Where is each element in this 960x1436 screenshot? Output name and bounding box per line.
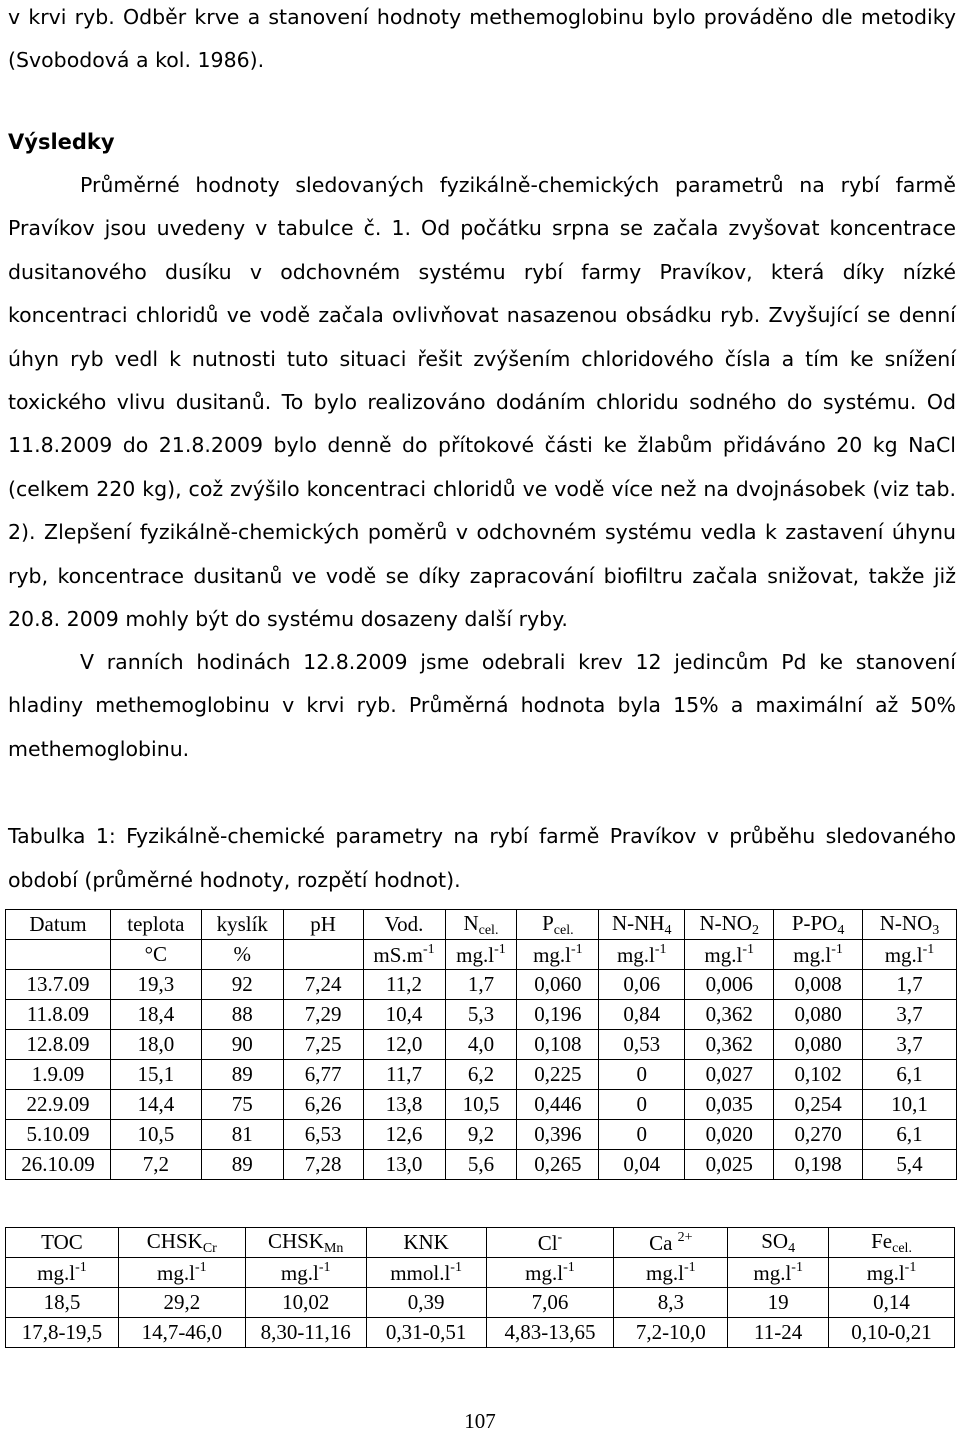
- unit-row: [6, 940, 957, 970]
- cell-text: mmol.l: [390, 1260, 451, 1285]
- unit-row: [6, 1258, 955, 1288]
- cell-text: CHSK: [267, 1228, 324, 1253]
- header-cell: [685, 910, 774, 940]
- superscript: -1: [654, 941, 667, 957]
- table-cell: 0,108: [517, 1030, 599, 1060]
- table-2: [5, 1227, 955, 1348]
- header-cell: [774, 910, 863, 940]
- unit-cell: [363, 940, 445, 970]
- subscript: Cr: [202, 1240, 217, 1256]
- table-cell: 0: [599, 1090, 685, 1120]
- superscript: -1: [563, 1259, 575, 1275]
- cell-text: Fe: [871, 1228, 893, 1253]
- table-cell: 3,7: [863, 1000, 957, 1030]
- table-cell: 11-24: [728, 1318, 829, 1348]
- table-cell: 18,5: [6, 1288, 119, 1318]
- header-cell: [363, 910, 445, 940]
- table-cell: 4,83-13,65: [486, 1318, 614, 1348]
- table-cell: 11,2: [363, 970, 445, 1000]
- table-cell: 0,006: [685, 970, 774, 1000]
- table-cell: 81: [201, 1120, 283, 1150]
- table-cell: 6,53: [283, 1120, 363, 1150]
- blood-paragraph: V ranních hodinách 12.8.2009 jsme odebrali krev 12 jedincům Pd ke stanovení hladiny methemoglobinu v krvi ryb. Průměrná hodnota byla 15% a maximální až 50% methemoglobinu.: [8, 650, 956, 761]
- cell-text: mg.l: [616, 942, 655, 967]
- table-cell: 0,025: [685, 1150, 774, 1180]
- table-cell: 10,02: [245, 1288, 366, 1318]
- cell-text: kyslík: [216, 912, 268, 936]
- table-cell: 0,270: [774, 1120, 863, 1150]
- superscript: 2+: [677, 1229, 693, 1245]
- cell-text: mg.l: [704, 942, 743, 967]
- cell-text: °C: [144, 942, 168, 966]
- table-cell: 5.10.09: [6, 1120, 111, 1150]
- unit-cell: [863, 940, 957, 970]
- cell-text: mg.l: [525, 1260, 564, 1285]
- table-cell: 0,060: [517, 970, 599, 1000]
- cell-text: mg.l: [753, 1260, 792, 1285]
- table-cell: 88: [201, 1000, 283, 1030]
- table-row: [6, 1090, 957, 1120]
- superscript: -1: [450, 1259, 462, 1275]
- table-cell: 0,225: [517, 1060, 599, 1090]
- table-cell: 0,84: [599, 1000, 685, 1030]
- table-cell: 5,6: [445, 1150, 517, 1180]
- unit-cell: [110, 940, 201, 970]
- table-cell: 5,3: [445, 1000, 517, 1030]
- results-paragraph: Průměrné hodnoty sledovaných fyzikálně-chemických parametrů na rybí farmě Pravíkov jsou uvedeny v tabulce č. 1. Od počátku srpna se začala zvyšovat koncentrace dusitanového dusíku v odchovném systému rybí farmy Pravíkov, která díky nízké koncentraci chloridů ve vodě začala ovlivňovat nasazenou obsádku ryb. Zvyšující se denní úhyn ryb vedl k nutnosti tuto situaci řešit zvýšením chloridového čísla a tím ke snížení toxického vlivu dusitanů. To bylo realizováno dodáním chloridu sodného do systému. Od 11.8.2009 do 21.8.2009 bylo denně do přítokové části ke žlabům přidáváno 20 kg NaCl (celkem 220 kg), což zvýšilo koncentraci chloridů ve vodě více než na dvojnásobek (viz tab. 2). Zlepšení fyzikálně-chemických poměrů v odchovném systému vedla k zastavení úhynu ryb, koncentrace dusitanů ve vodě se díky zapracování biofiltru začala snižovat, takže již 20.8. 2009 mohly být do systému dosazeny další ryby.: [8, 173, 956, 632]
- cell-text: SO: [761, 1228, 789, 1253]
- unit-cell: [118, 1258, 245, 1288]
- cell-text: %: [233, 942, 251, 966]
- table-cell: 0,396: [517, 1120, 599, 1150]
- table-cell: 9,2: [445, 1120, 517, 1150]
- table-cell: 92: [201, 970, 283, 1000]
- table-cell: 0: [599, 1060, 685, 1090]
- table-row: [6, 1000, 957, 1030]
- table-cell: 17,8-19,5: [6, 1318, 119, 1348]
- table-cell: 11,7: [363, 1060, 445, 1090]
- table-cell: 15,1: [110, 1060, 201, 1090]
- table-cell: 0,362: [685, 1000, 774, 1030]
- header-cell: [599, 910, 685, 940]
- table-cell: 19: [728, 1288, 829, 1318]
- subscript: 3: [932, 922, 940, 938]
- table-1: [5, 909, 957, 1180]
- table-cell: 6,1: [863, 1060, 957, 1090]
- unit-cell: [6, 1258, 119, 1288]
- table-cell: 7,2-10,0: [614, 1318, 728, 1348]
- header-cell: [283, 910, 363, 940]
- superscript: -1: [423, 941, 435, 957]
- table-cell: 0,008: [774, 970, 863, 1000]
- unit-cell: [486, 1258, 614, 1288]
- subscript: 2: [751, 922, 759, 938]
- subscript: cel.: [478, 922, 499, 938]
- cell-text: P: [542, 910, 554, 935]
- header-cell: [245, 1228, 366, 1258]
- subscript: 4: [788, 1240, 796, 1256]
- cell-text: Cl: [537, 1230, 558, 1255]
- table-cell: 0,362: [685, 1030, 774, 1060]
- table-cell: 19,3: [110, 970, 201, 1000]
- table-cell: 12,0: [363, 1030, 445, 1060]
- unit-cell: [728, 1258, 829, 1288]
- header-cell: [517, 910, 599, 940]
- superscript: -1: [494, 941, 506, 957]
- header-cell: [445, 910, 517, 940]
- table-cell: 0,254: [774, 1090, 863, 1120]
- table-cell: 7,24: [283, 970, 363, 1000]
- superscript: -1: [194, 1259, 207, 1275]
- table-cell: 26.10.09: [6, 1150, 111, 1180]
- table-cell: 13,0: [363, 1150, 445, 1180]
- superscript: -1: [922, 941, 935, 957]
- unit-cell: [445, 940, 517, 970]
- table-cell: 7,28: [283, 1150, 363, 1180]
- table-cell: 0,102: [774, 1060, 863, 1090]
- header-cell: [486, 1228, 614, 1258]
- table-cell: 89: [201, 1150, 283, 1180]
- superscript: -: [557, 1229, 563, 1245]
- table-cell: 90: [201, 1030, 283, 1060]
- cell-text: mg.l: [646, 1260, 684, 1285]
- header-cell: [366, 1228, 486, 1258]
- table-cell: 0,53: [599, 1030, 685, 1060]
- header-cell: [118, 1228, 245, 1258]
- unit-cell: [685, 940, 774, 970]
- table-cell: 10,5: [110, 1120, 201, 1150]
- cell-text: mg.l: [884, 942, 923, 967]
- table-cell: 6,2: [445, 1060, 517, 1090]
- table-cell: 0: [599, 1120, 685, 1150]
- header-cell: [110, 910, 201, 940]
- table-cell: 0,196: [517, 1000, 599, 1030]
- table-cell: 13.7.09: [6, 970, 111, 1000]
- table-cell: 0,265: [517, 1150, 599, 1180]
- header-cell: [6, 910, 111, 940]
- cell-text: mg.l: [533, 942, 571, 967]
- table-row: [6, 1120, 957, 1150]
- subscript: cel.: [553, 922, 574, 938]
- table-cell: 0,027: [685, 1060, 774, 1090]
- cell-text: N-NO: [879, 910, 933, 935]
- table-cell: 0,020: [685, 1120, 774, 1150]
- subscript: Mn: [323, 1240, 344, 1256]
- cell-text: Datum: [29, 912, 87, 936]
- cell-text: mg.l: [157, 1260, 195, 1285]
- cell-text: Vod.: [384, 912, 424, 936]
- table-row: [6, 1318, 955, 1348]
- table-cell: 0,10-0,21: [829, 1318, 955, 1348]
- results-heading: Výsledky: [8, 130, 115, 154]
- table-cell: 0,035: [685, 1090, 774, 1120]
- table-cell: 1,7: [863, 970, 957, 1000]
- table-cell: 14,7-46,0: [118, 1318, 245, 1348]
- subscript: 4: [837, 922, 845, 938]
- table-cell: 0,198: [774, 1150, 863, 1180]
- header-cell: [863, 910, 957, 940]
- table-row: [6, 1030, 957, 1060]
- table-cell: 89: [201, 1060, 283, 1090]
- table-cell: 7,2: [110, 1150, 201, 1180]
- table-cell: 5,4: [863, 1150, 957, 1180]
- cell-text: P-PO: [791, 910, 838, 935]
- table-cell: 0,06: [599, 970, 685, 1000]
- header-cell: [614, 1228, 728, 1258]
- superscript: -1: [904, 1259, 917, 1275]
- unit-cell: [774, 940, 863, 970]
- table-cell: 6,77: [283, 1060, 363, 1090]
- table-cell: 12.8.09: [6, 1030, 111, 1060]
- superscript: -1: [318, 1259, 331, 1275]
- subscript: 4: [664, 922, 672, 938]
- table-row: [6, 1150, 957, 1180]
- table-cell: 13,8: [363, 1090, 445, 1120]
- unit-cell: [245, 1258, 366, 1288]
- table-cell: 0,31-0,51: [366, 1318, 486, 1348]
- table-cell: 8,3: [614, 1288, 728, 1318]
- cell-text: pH: [310, 912, 336, 936]
- table-cell: 0,080: [774, 1030, 863, 1060]
- cell-text: teplota: [127, 912, 185, 936]
- table-cell: 22.9.09: [6, 1090, 111, 1120]
- cell-text: mS.m: [373, 942, 423, 967]
- page-number: 107: [464, 1409, 496, 1433]
- cell-text: mg.l: [793, 942, 832, 967]
- table-cell: 6,1: [863, 1120, 957, 1150]
- cell-text: N: [463, 910, 479, 935]
- cell-text: mg.l: [866, 1260, 905, 1285]
- header-cell: [201, 910, 283, 940]
- table-cell: 6,26: [283, 1090, 363, 1120]
- table1-caption: Tabulka 1: Fyzikálně-chemické parametry na rybí farmě Pravíkov v průběhu sledovaného období (průměrné hodnoty, rozpětí hodnot).: [8, 824, 956, 892]
- cell-text: TOC: [41, 1230, 83, 1254]
- table-cell: 1.9.09: [6, 1060, 111, 1090]
- table-cell: 10,1: [863, 1090, 957, 1120]
- unit-cell: [366, 1258, 486, 1288]
- header-cell: [6, 1228, 119, 1258]
- cell-text: mg.l: [37, 1260, 76, 1285]
- unit-cell: [201, 940, 283, 970]
- table-cell: 0,080: [774, 1000, 863, 1030]
- table-cell: 0,446: [517, 1090, 599, 1120]
- table-cell: 7,25: [283, 1030, 363, 1060]
- table-cell: 14,4: [110, 1090, 201, 1120]
- table-row: [6, 1288, 955, 1318]
- table-cell: 12,6: [363, 1120, 445, 1150]
- table-cell: 29,2: [118, 1288, 245, 1318]
- cell-text: N-NH: [612, 910, 665, 935]
- cell-text: Ca: [649, 1230, 678, 1255]
- cell-text: N-NO: [699, 910, 752, 935]
- superscript: -1: [742, 941, 754, 957]
- table-cell: 8,30-11,16: [245, 1318, 366, 1348]
- superscript: -1: [831, 941, 843, 957]
- table-cell: 7,06: [486, 1288, 614, 1318]
- table-cell: 0,14: [829, 1288, 955, 1318]
- unit-cell: [599, 940, 685, 970]
- table-cell: 18,4: [110, 1000, 201, 1030]
- table-row: [6, 1060, 957, 1090]
- superscript: -1: [75, 1259, 87, 1275]
- superscript: -1: [570, 941, 583, 957]
- cell-text: KNK: [403, 1230, 449, 1254]
- table-cell: 3,7: [863, 1030, 957, 1060]
- cell-text: mg.l: [280, 1260, 319, 1285]
- intro-paragraph: v krvi ryb. Odběr krve a stanovení hodnoty methemoglobinu bylo prováděno dle metodiky (Svobodová a kol. 1986).: [8, 5, 956, 73]
- superscript: -1: [791, 1259, 803, 1275]
- table-cell: 75: [201, 1090, 283, 1120]
- table-row: [6, 970, 957, 1000]
- header-cell: [728, 1228, 829, 1258]
- cell-text: CHSK: [146, 1228, 203, 1253]
- table-cell: 1,7: [445, 970, 517, 1000]
- table-cell: 10,5: [445, 1090, 517, 1120]
- table-cell: 10,4: [363, 1000, 445, 1030]
- table-cell: 7,29: [283, 1000, 363, 1030]
- unit-cell: [6, 940, 111, 970]
- subscript: cel.: [892, 1240, 912, 1256]
- unit-cell: [283, 940, 363, 970]
- unit-cell: [517, 940, 599, 970]
- superscript: -1: [683, 1259, 696, 1275]
- table-cell: 4,0: [445, 1030, 517, 1060]
- table-cell: 0,39: [366, 1288, 486, 1318]
- cell-text: mg.l: [456, 942, 495, 967]
- table-cell: 18,0: [110, 1030, 201, 1060]
- header-cell: [829, 1228, 955, 1258]
- unit-cell: [829, 1258, 955, 1288]
- table-cell: 0,04: [599, 1150, 685, 1180]
- unit-cell: [614, 1258, 728, 1288]
- header-row: [6, 1228, 955, 1258]
- table-cell: 11.8.09: [6, 1000, 111, 1030]
- header-row: [6, 910, 957, 940]
